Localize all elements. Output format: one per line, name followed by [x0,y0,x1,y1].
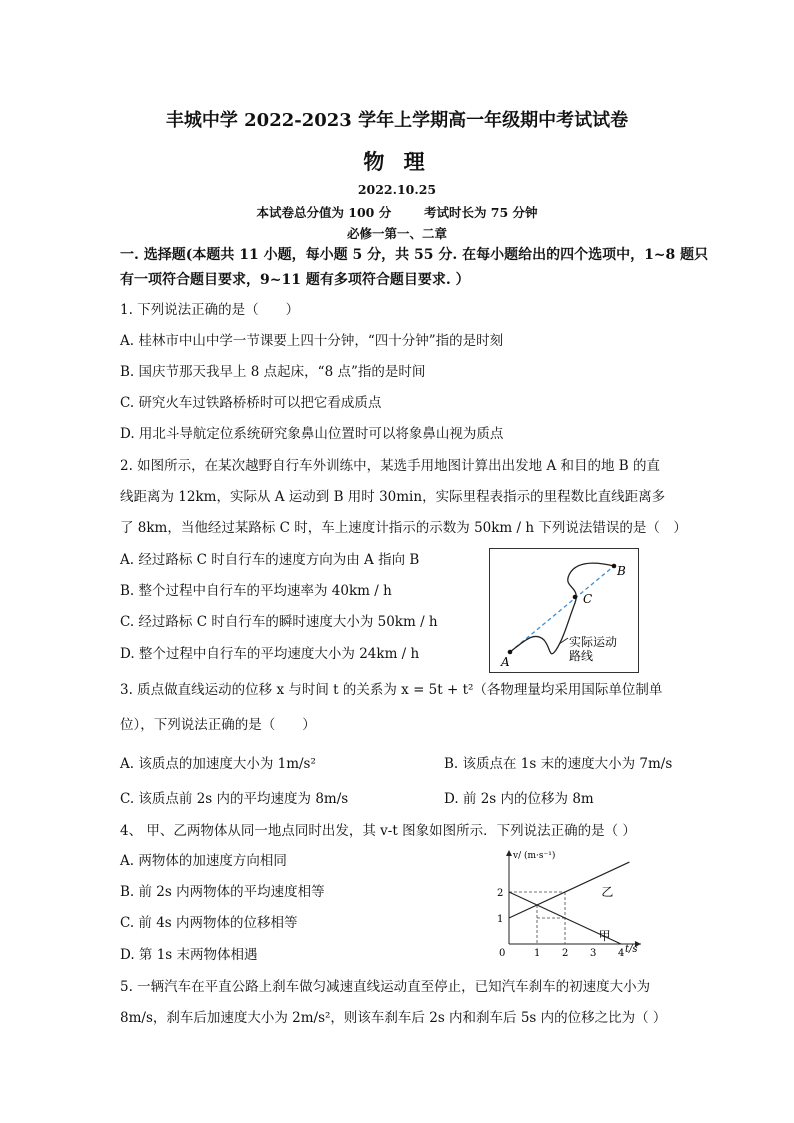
q5-line-1: 5. 一辆汽车在平直公路上刹车做匀减速直线运动直至停止，已知汽车刹车的初速度大小为 [120,979,651,995]
q1-stem: 1. 下列说法正确的是（ ） [120,302,300,318]
q2-option-c: C. 经过路标 C 时自行车的瞬时速度大小为 50km / h [120,614,438,630]
y-tick-label-1: 1 [497,914,504,925]
q1-option-c: C. 研究火车过铁路桥桥时可以把它看成质点 [120,395,382,411]
x-tick-label-3: 3 [590,948,597,959]
label-a: A [501,655,510,669]
subject-title: 物 理 [363,149,431,174]
y-axis-label: v/ (m·s⁻¹) [513,851,556,861]
route-caption-2: 路线 [569,649,594,663]
x-tick-label-2: 2 [562,948,569,959]
q2-line-1: 2. 如图所示，在某次越野自行车外训练中，某选手用地图计算出出发地 A 和目的地 B 的直 [120,458,661,474]
score-info: 本试卷总分值为 100 分 [256,205,392,220]
exam-date: 2022.10.25 [357,182,437,197]
q2-option-d: D. 整个过程中自行车的平均速度大小为 24km / h [120,646,420,662]
q2-line-3: 了 8km，当他经过某路标 C 时，车上速度计指示的示数为 50km / h 下列说法错误的是（ ） [120,520,687,536]
q4-option-b: B. 前 2s 内两物体的平均速度相等 [120,884,325,900]
q1-option-d: D. 用北斗导航定位系统研究象鼻山位置时可以将象鼻山视为质点 [120,426,504,442]
q1-option-a: A. 桂林市中山中学一节课要上四十分钟，“四十分钟”指的是时刻 [120,333,504,349]
q2-option-a: A. 经过路标 C 时自行车的速度方向为由 A 指向 B [120,552,420,568]
exam-title: 丰城中学 2022-2023 学年上学期高一年级期中考试试卷 [165,110,629,131]
route-caption-1: 实际运动 [569,635,618,649]
q4-option-d: D. 第 1s 末两物体相遇 [120,947,258,963]
q4-stem: 4、 甲、乙两物体从同一地点同时出发，其 v-t 图象如图所示．下列说法正确的是（ ） [120,823,636,839]
point-c-dot [573,595,578,600]
q3-option-c: C. 该质点前 2s 内的平均速度为 8m/s [120,791,349,807]
x-tick-label-4: 4 [618,948,625,959]
time-info: 考试时长为 75 分钟 [423,205,538,220]
q2-option-b: B. 整个过程中自行车的平均速率为 40km / h [120,583,392,599]
q3-option-d: D. 前 2s 内的位移为 8m [444,791,594,807]
q3-line-2: 位），下列说法正确的是（ ） [120,717,316,733]
q4-option-a: A. 两物体的加速度方向相同 [120,853,287,869]
exam-scope: 必修一第一、二章 [346,226,447,241]
q4-option-c: C. 前 4s 内两物体的位移相等 [120,915,298,931]
x-tick-label-1: 1 [534,948,541,959]
exam-info [0,203,794,221]
q3-line-1: 3. 质点做直线运动的位移 x 与时间 t 的关系为 x = 5t + t²（各物理量均采用国际单位制单 [120,682,663,698]
x-axis-label: t/s [625,944,638,955]
y-tick-label-2: 2 [497,888,504,899]
q2-line-2: 线距离为 12km，实际从 A 运动到 B 用时 30min，实际里程表指示的里程数比直线距离多 [120,489,666,505]
q5-line-2: 8m/s，刹车后加速度大小为 2m/s²，则该车刹车后 2s 内和刹车后 5s 内的位移之比为（ ） [120,1010,667,1026]
label-c: C [583,592,593,606]
vt-chart [490,846,650,964]
section-instructions-1: 一. 选择题(本题共 11 小题，每小题 5 分，共 55 分. 在每小题给出的四个选项中，1~8 题只 [120,247,709,263]
y-axis-arrow [506,850,512,856]
q1-option-b: B. 国庆节那天我早上 8 点起床，“8 点”指的是时间 [120,364,426,380]
point-b-dot [612,564,617,569]
series-label-0: 乙 [601,884,614,899]
series-label-1: 甲 [598,929,611,944]
route-figure [489,548,639,673]
point-a-dot [508,650,513,655]
label-b: B [617,564,626,578]
q3-option-b: B. 该质点在 1s 末的速度大小为 7m/s [444,756,673,772]
q3-option-a: A. 该质点的加速度大小为 1m/s² [120,756,316,772]
section-instructions-2: 有一项符合题目要求，9~11 题有多项符合题目要求. ） [120,272,470,288]
x-tick-label-0: 0 [499,948,506,959]
